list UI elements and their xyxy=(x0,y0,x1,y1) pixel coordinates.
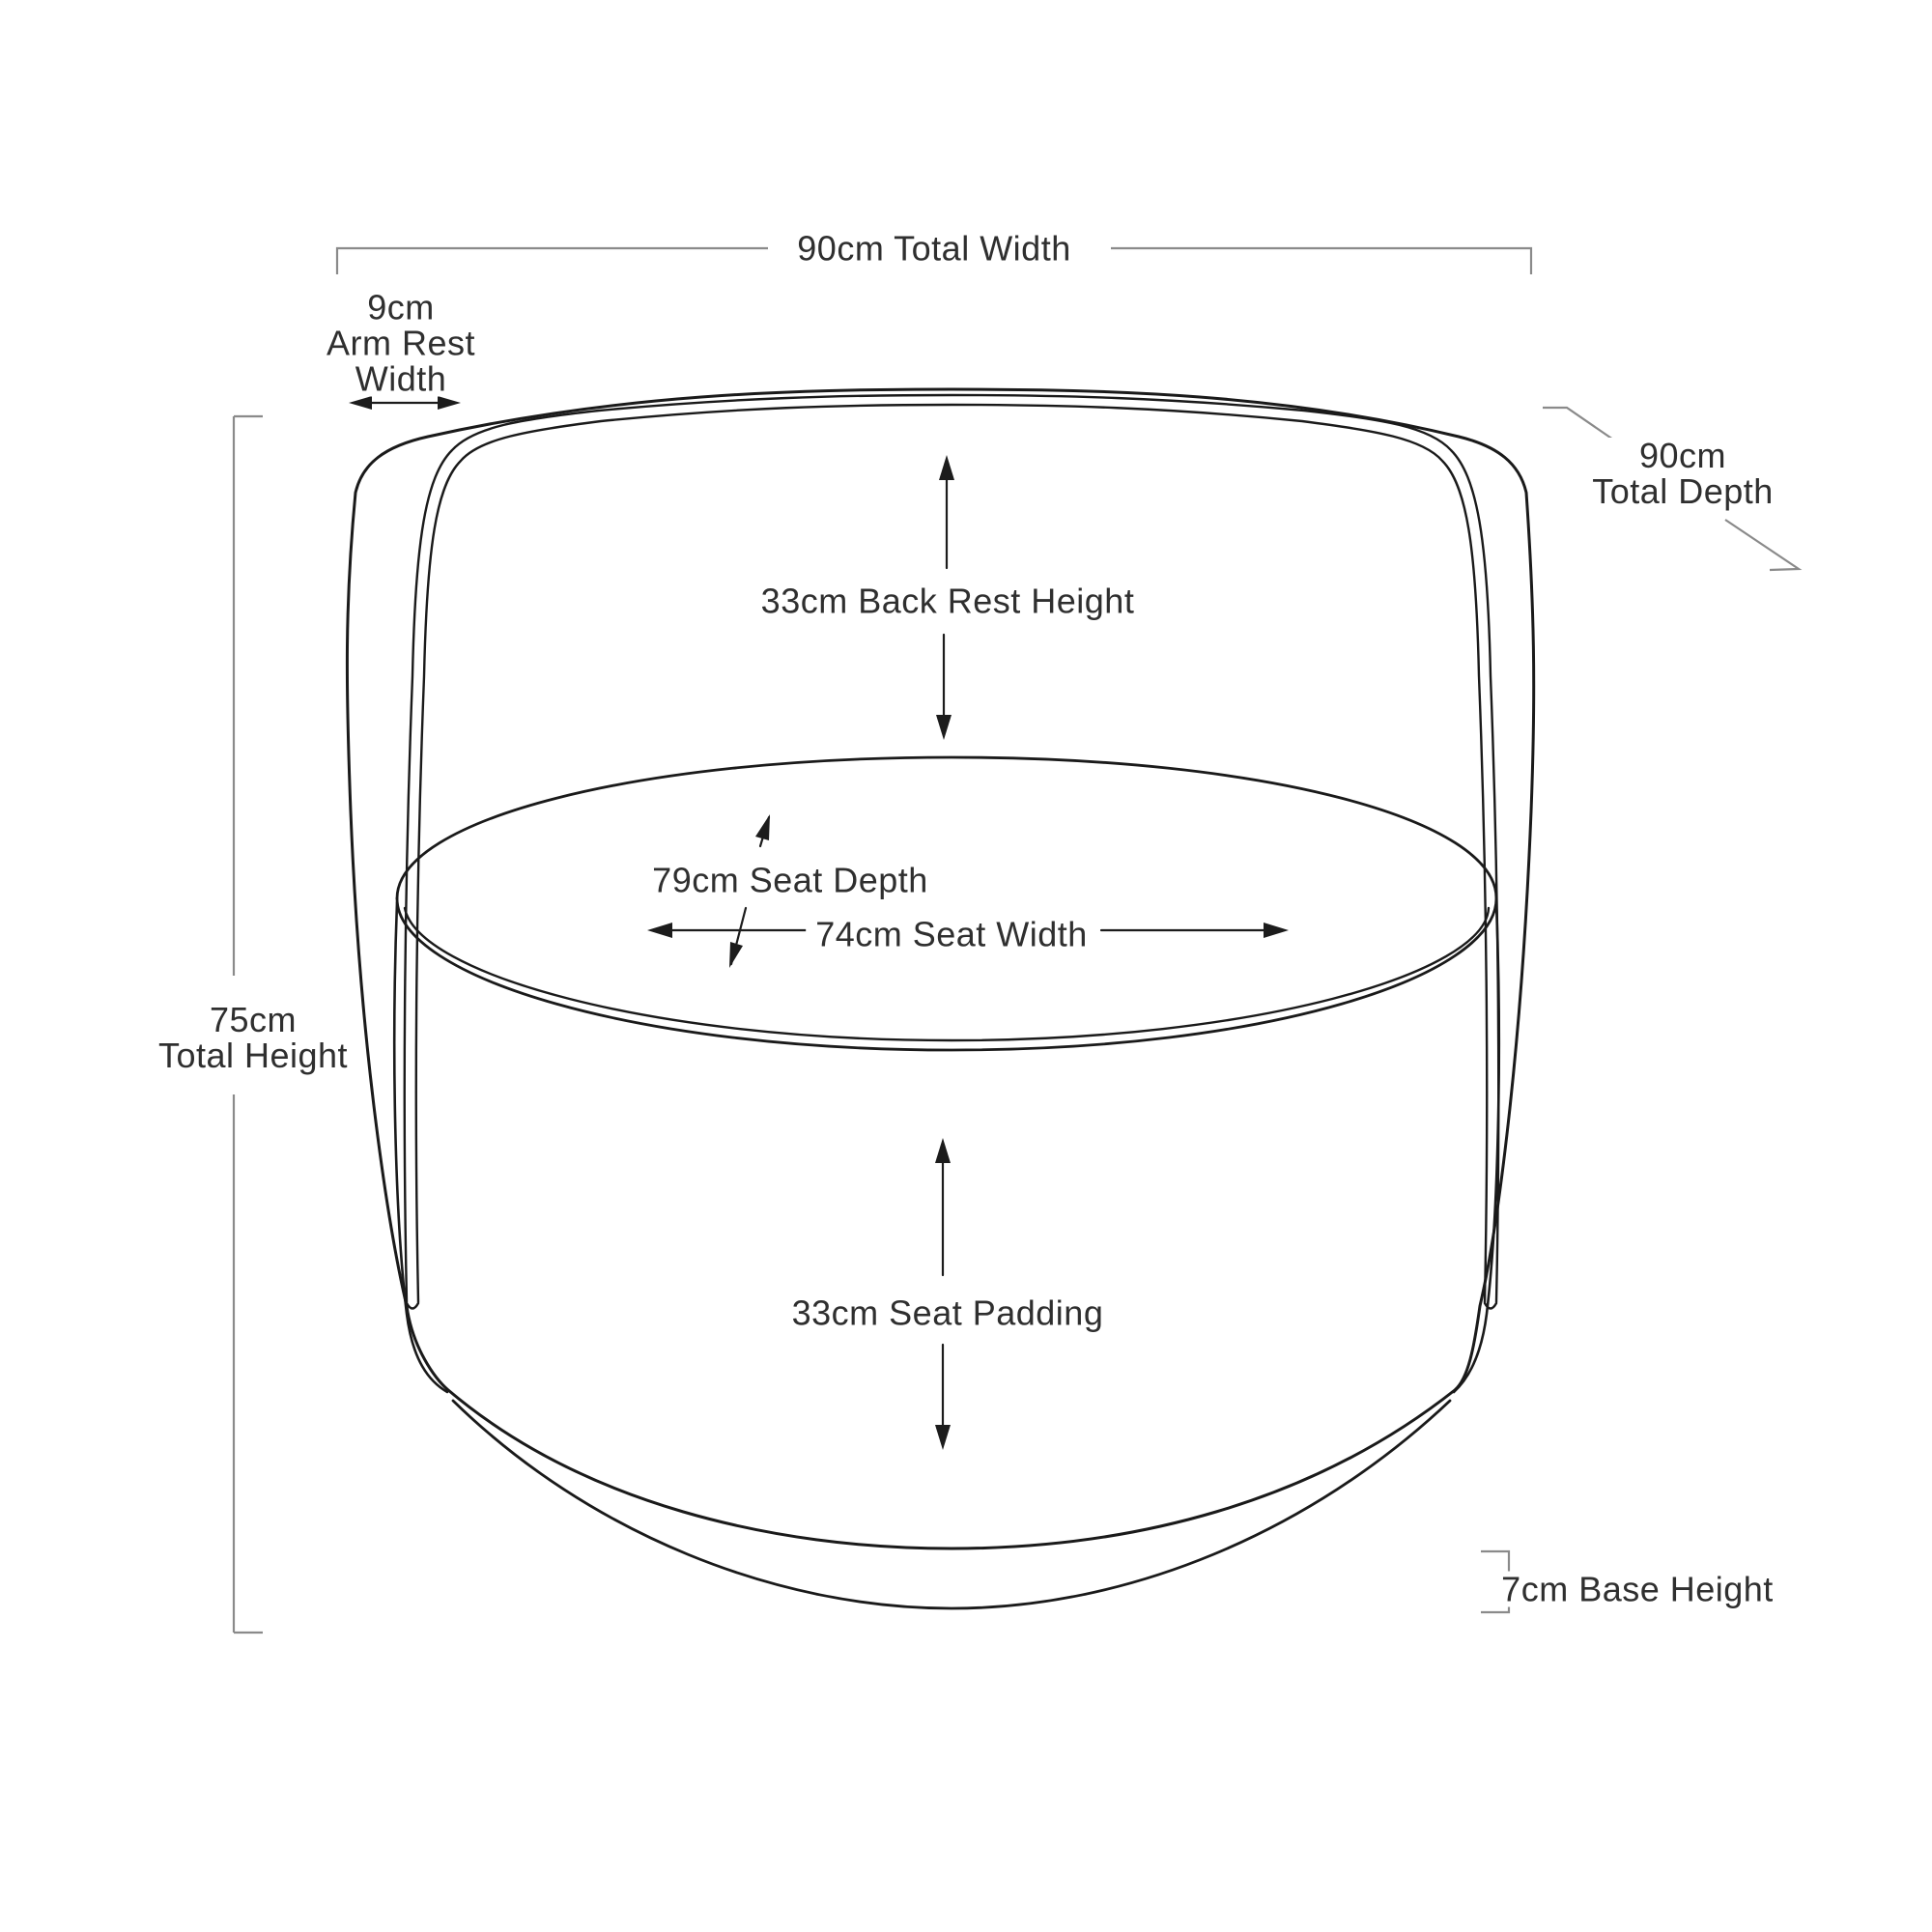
total-width-bracket-left xyxy=(337,248,768,274)
drum-right-edge xyxy=(1454,902,1499,1392)
seat-padding-arrowhead-up xyxy=(935,1138,951,1163)
seat-width-arrowhead-right xyxy=(1264,923,1289,938)
seat-cushion-top-edge xyxy=(397,757,1496,898)
back-rest-arrowhead-down xyxy=(936,715,952,740)
label-total-depth xyxy=(1582,438,1783,509)
label-total-width: 90cm Total Width xyxy=(787,231,1080,267)
label-arm-rest-width-text2: Width xyxy=(355,358,447,399)
label-seat-padding: 33cm Seat Padding xyxy=(782,1295,1114,1331)
label-total-height-text: Total Height xyxy=(157,1036,349,1075)
chair-base-plinth xyxy=(453,1401,1450,1608)
seat-depth-arrowhead-down xyxy=(729,942,743,968)
chair-inner-rim-line-1 xyxy=(416,405,1487,1302)
label-total-height xyxy=(149,1002,357,1073)
chair-left-arm-end-cap xyxy=(407,1303,418,1309)
label-total-height-value: 75cm xyxy=(209,1000,298,1039)
seat-width-arrowhead-left xyxy=(647,923,672,938)
label-seat-width: 74cm Seat Width xyxy=(806,917,1097,952)
back-rest-arrowhead-up xyxy=(939,455,954,480)
drum-left-edge xyxy=(394,902,447,1392)
label-arm-rest-width-value: 9cm xyxy=(367,287,435,327)
seat-depth-arrowhead-up xyxy=(755,814,770,840)
label-arm-rest-width-text1: Arm Rest xyxy=(326,323,476,363)
chair-inner-rim-line-2 xyxy=(405,395,1498,1302)
label-back-rest-height: 33cm Back Rest Height xyxy=(752,583,1145,619)
label-base-height: 7cm Base Height xyxy=(1492,1572,1783,1607)
label-seat-depth: 79cm Seat Depth xyxy=(642,863,938,898)
label-total-depth-value: 90cm xyxy=(1638,436,1727,475)
seat-padding-arrowhead-down xyxy=(935,1425,951,1450)
total-depth-leader-lower xyxy=(1725,520,1799,570)
total-width-bracket-right xyxy=(1111,248,1531,274)
label-arm-rest-width xyxy=(317,287,485,399)
label-total-depth-text: Total Depth xyxy=(1592,471,1774,511)
chair-outer-silhouette xyxy=(347,389,1533,1548)
